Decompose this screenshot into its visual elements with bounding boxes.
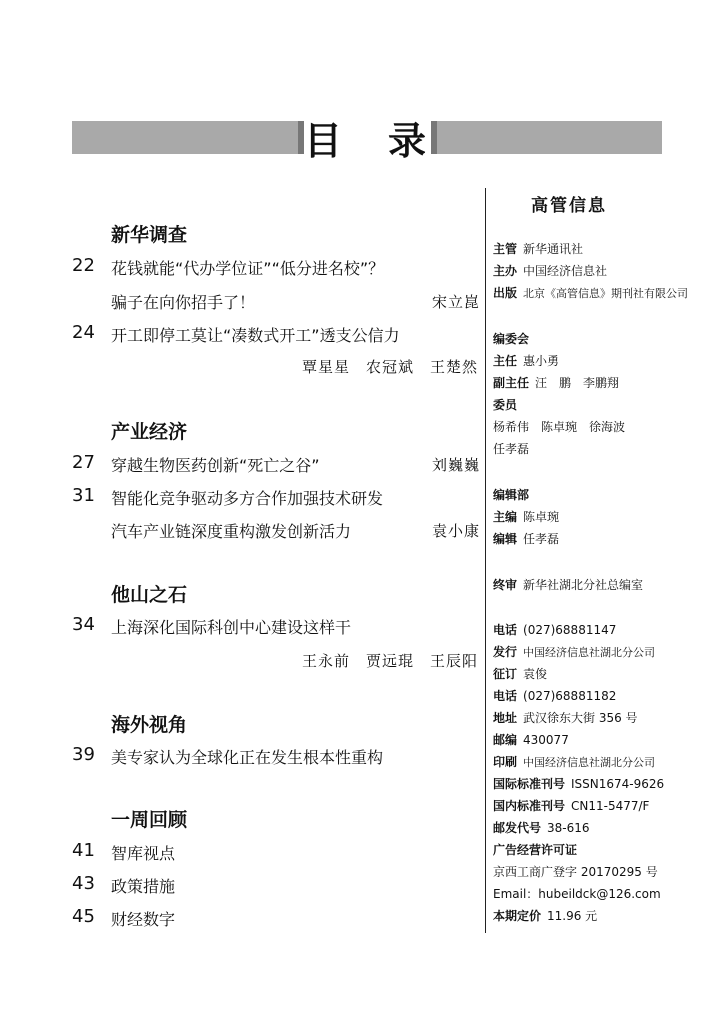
page-number: 24 — [72, 322, 95, 343]
header-bar-right — [431, 121, 662, 154]
page-number: 41 — [72, 840, 95, 861]
section-heading: 海外视角 — [111, 714, 188, 736]
article-authors: 覃星星 农冠斌 王楚然 — [302, 358, 479, 376]
info-row-price: 本期定价 11.96 元 — [493, 909, 598, 923]
info-row-zhuban: 主办 中国经济信息社 — [493, 264, 608, 278]
title-char-1: 目 — [304, 117, 343, 163]
article-subtitle[interactable]: 骗子在向你招手了！ — [111, 293, 256, 312]
info-row-weiyuan: 委员 — [493, 398, 518, 412]
section-heading: 产业经济 — [111, 421, 188, 443]
info-row-zhengding: 征订 袁俊 — [493, 667, 548, 681]
info-row-ad-license: 广告经营许可证 — [493, 843, 578, 857]
article-title[interactable]: 智能化竞争驱动多方合作加强技术研发 — [111, 489, 384, 508]
page-number: 43 — [72, 873, 95, 894]
page-number: 22 — [72, 255, 95, 276]
article-title[interactable]: 开工即停工莫让“凑数式开工”透支公信力 — [111, 326, 400, 345]
info-row-postal-code: 邮发代号 38-616 — [493, 821, 590, 835]
info-row-issn: 国际标准刊号 ISSN1674-9626 — [493, 777, 665, 791]
info-row-zhongshen: 终审 新华社湖北分社总编室 — [493, 578, 644, 592]
info-row-chuban: 出版 北京《高管信息》期刊社有限公司 — [493, 286, 689, 300]
article-subtitle[interactable]: 汽车产业链深度重构激发创新活力 — [111, 522, 352, 541]
page-number: 27 — [72, 452, 95, 473]
info-row-email[interactable]: Email：hubeildck@126.com — [493, 887, 661, 901]
info-row-faxing: 发行 中国经济信息社湖北分公司 — [493, 645, 656, 659]
info-row-address: 地址 武汉徐东大街 356 号 — [493, 711, 638, 725]
info-row-bianji: 编辑 任孝磊 — [493, 532, 560, 546]
info-row-zhuren: 主任 惠小勇 — [493, 354, 560, 368]
section-heading: 新华调查 — [111, 224, 188, 246]
page-number: 34 — [72, 614, 95, 635]
info-row-postcode: 邮编 430077 — [493, 733, 569, 747]
page-number: 31 — [72, 485, 95, 506]
page-number: 45 — [72, 906, 95, 927]
article-authors: 王永前 贾远琨 王辰阳 — [302, 652, 479, 670]
article-author: 袁小康 — [432, 522, 481, 540]
info-row-weiyuan-names: 任孝磊 — [493, 442, 530, 456]
info-row-zhubian: 主编 陈卓琬 — [493, 510, 560, 524]
page-title — [300, 113, 430, 161]
info-row-ad-number: 京西工商广登字 20170295 号 — [493, 865, 658, 879]
info-row-cn: 国内标准刊号 CN11-5477/F — [493, 799, 650, 813]
info-row-fuzhuren: 副主任 汪 鹏 李鹏翔 — [493, 376, 620, 390]
info-row-weiyuan-names: 杨希伟 陈卓琬 徐海波 — [493, 420, 626, 434]
article-author: 宋立崑 — [432, 293, 481, 311]
info-row-tel1: 电话 (027)68881147 — [493, 623, 617, 637]
column-divider — [485, 188, 486, 933]
section-heading: 他山之石 — [111, 584, 188, 606]
sidebar-title: 高管信息 — [531, 196, 607, 216]
article-title[interactable]: 美专家认为全球化正在发生根本性重构 — [111, 748, 384, 767]
article-author: 刘巍巍 — [432, 456, 481, 474]
info-heading-board: 编委会 — [493, 332, 530, 346]
title-char-2: 录 — [387, 117, 426, 163]
info-row-zhuguan: 主管 新华通讯社 — [493, 242, 584, 256]
article-title[interactable]: 上海深化国际科创中心建设这样干 — [111, 618, 352, 637]
article-title[interactable]: 财经数字 — [111, 910, 176, 929]
article-title[interactable]: 穿越生物医药创新“死亡之谷” — [111, 456, 320, 475]
info-heading-dept: 编辑部 — [493, 488, 530, 502]
article-title[interactable]: 智库视点 — [111, 844, 176, 863]
section-heading: 一周回顾 — [111, 809, 188, 831]
article-title[interactable]: 政策措施 — [111, 877, 176, 896]
article-title[interactable]: 花钱就能“代办学位证”“低分进名校”？ — [111, 259, 385, 278]
info-row-tel2: 电话 (027)68881182 — [493, 689, 617, 703]
info-row-print: 印刷 中国经济信息社湖北分公司 — [493, 755, 656, 769]
page-number: 39 — [72, 744, 95, 765]
header-bar-left — [72, 121, 304, 154]
